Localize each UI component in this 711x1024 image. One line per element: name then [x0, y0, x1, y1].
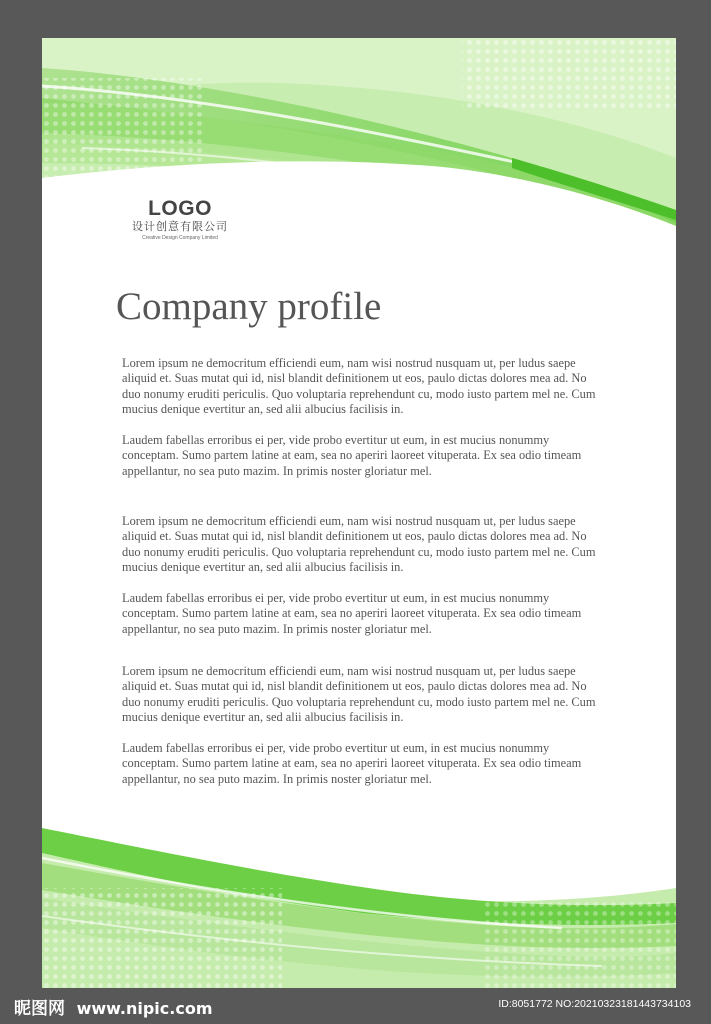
watermark-id: ID:8051772 NO:20210323181443734103: [498, 998, 691, 1010]
page-title: Company profile: [116, 285, 382, 328]
watermark-site-url: www.nipic.com: [76, 999, 213, 1018]
watermark-site-name: 昵图网: [14, 999, 65, 1019]
body-paragraph: Lorem ipsum ne democritum efficiendi eum, nam wisi nostrud nusquam ut, per ludus saepe aliquid et. Suas mutat qui id, nisl blandit definitionem ut eos, paulo dictas dolores mea ad. No duo nonumy eruditi periculis. Quo voluptaria reprehendunt cu, modo iusto partem mel ne. Cum mucius denique evertitur an, sed alii albucius facilisis in.: [122, 356, 596, 417]
logo-english-name: Creative Design Company Limited: [142, 235, 218, 241]
body-paragraph: Lorem ipsum ne democritum efficiendi eum, nam wisi nostrud nusquam ut, per ludus saepe aliquid et. Suas mutat qui id, nisl blandit definitionem ut eos, paulo dictas dolores mea ad. No duo nonumy eruditi periculis. Quo voluptaria reprehendunt cu, modo iusto partem mel ne. Cum mucius denique evertitur an, sed alii albucius facilisis in.: [122, 514, 596, 575]
letterhead-page: [42, 38, 676, 988]
top-green-wave-decoration: [42, 38, 676, 278]
body-paragraph: Laudem fabellas erroribus ei per, vide probo evertitur ut eum, in est mucius nonummy conceptam. Sumo partem latine at eam, sea no aperiri laoreet vituperata. Ex sea odio timeam appellantur, no sea puto mazim. In primis noster gloriatur mel.: [122, 591, 582, 636]
paragraph-block-2: [122, 433, 602, 479]
paragraph-block-6: [122, 741, 602, 787]
company-logo: [120, 198, 240, 242]
body-paragraph: Laudem fabellas erroribus ei per, vide probo evertitur ut eum, in est mucius nonummy conceptam. Sumo partem latine at eam, sea no aperiri laoreet vituperata. Ex sea odio timeam appellantur, no sea puto mazim. In primis noster gloriatur mel.: [122, 433, 582, 478]
body-paragraph: Lorem ipsum ne democritum efficiendi eum, nam wisi nostrud nusquam ut, per ludus saepe aliquid et. Suas mutat qui id, nisl blandit definitionem ut eos, paulo dictas dolores mea ad. No duo nonumy eruditi periculis. Quo voluptaria reprehendunt cu, modo iusto partem mel ne. Cum mucius denique evertitur an, sed alii albucius facilisis in.: [122, 664, 596, 725]
paragraph-block-1: [122, 356, 602, 418]
paragraph-block-3: [122, 514, 602, 576]
watermark-site: [14, 994, 213, 1019]
logo-chinese-name: 设计创意有限公司: [132, 220, 228, 233]
logo-title: LOGO: [148, 197, 212, 220]
paragraph-block-4: [122, 591, 602, 637]
bottom-green-wave-decoration: [42, 828, 676, 988]
body-paragraph: Laudem fabellas erroribus ei per, vide probo evertitur ut eum, in est mucius nonummy conceptam. Sumo partem latine at eam, sea no aperiri laoreet vituperata. Ex sea odio timeam appellantur, no sea puto mazim. In primis noster gloriatur mel.: [122, 741, 582, 786]
paragraph-block-5: [122, 664, 602, 726]
